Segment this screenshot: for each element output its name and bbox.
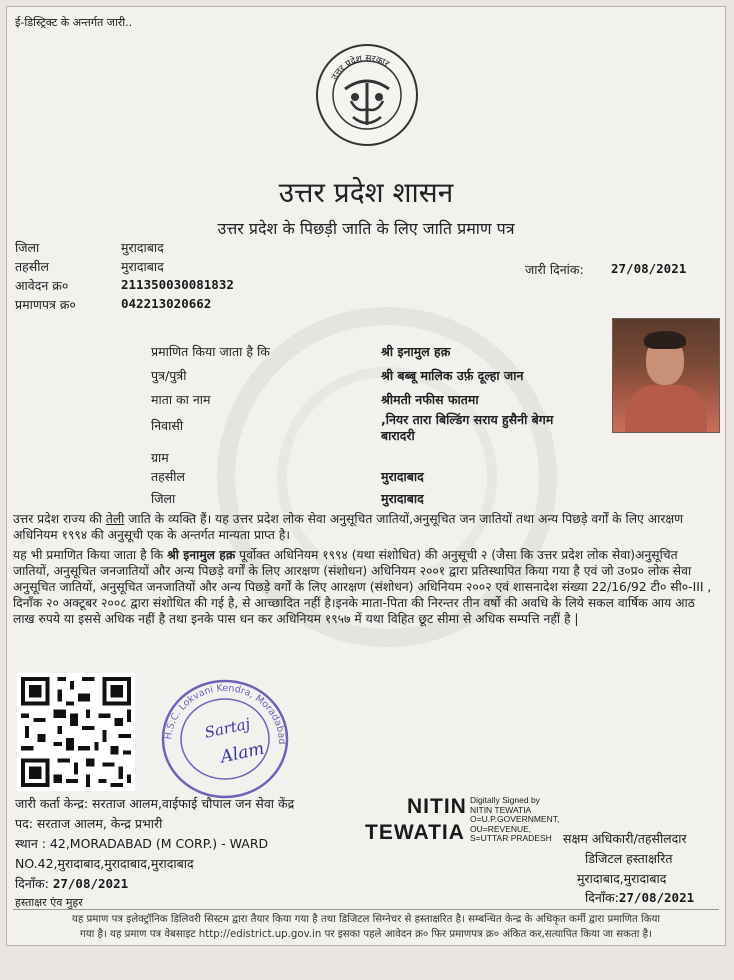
certificate-title: उत्तर प्रदेश शासन [278, 176, 454, 209]
resident-address-line1: ,नियर तारा बिल्डिंग सराय हुसैनी बेगम [381, 412, 554, 427]
issuing-center: जारी कर्ता केन्द्र: सरताज आलम,वाईफाई चौपाल जन सेवा केंद्र [15, 796, 295, 811]
resident-address-line2: बारादरी [381, 428, 415, 443]
footer-note [7, 912, 725, 942]
top-note: ई-डिस्ट्रिक्ट के अन्तर्गत जारी.. [15, 16, 133, 29]
signature-details: Digitally Signed by NITIN TEWATIA O=U.P.GOVERNMENT, OU=REVENUE, S=UTTAR PRADESH [470, 795, 560, 843]
meta-application-label: आवेदन क्र० [15, 278, 69, 293]
mother-name: श्रीमती नफीस फातमा [381, 392, 479, 407]
signature-second: Alam [218, 738, 267, 768]
issuer-date: दिनाँक: 27/08/2021 [15, 876, 129, 891]
meta-application-value: 211350030081832 [121, 277, 234, 292]
certificate-subtitle: उत्तर प्रदेश के पिछड़ी जाति के लिए जाति प्रमाण पत्र [217, 219, 515, 238]
stamp-ring-text: H.S.C. Lokvani Kendra, Moradabad [163, 682, 288, 745]
meta-certificate-value: 042213020662 [121, 296, 212, 311]
details-tehsil-label: तहसील [151, 469, 185, 484]
details-tehsil-value: मुरादाबाद [381, 469, 424, 484]
authority-digital-sign: डिजिटल हस्ताक्षरित [585, 851, 673, 866]
certification-paragraph: यह भी प्रमाणित किया जाता है कि श्री इनामुल हक़ पूर्वोक्त अधिनियम १९९४ (यथा संशोधित) की अनुसूची २ (जैसा कि उत्तर प्रदेश लोक सेवा)अनुसूचित जातियों, अनुसूचित जनजातियों और अन्य पिछड़े वर्गों के लिए आरक्षण (संशोधन) अधिनियम २००१ द्वारा प्रतिस्थापित किया गया है एवं जो उ०प्र० लोक सेवा अनुसूचित जातियों, अनुसूचित जनजातियों और अन्य पिछड़े वर्गों के लिए आरक्षण (संशोधन) अधिनियम २००२ एवं शासनादेश संख्या 22/16/92 टी० सी०-III , दिनाँक २० अक्टूबर २००८ द्वारा संशोधित की गई है, से आच्छादित नहीं है।इनके माता-पिता की निरन्तर तीन वर्षो की अवधि के लिये सकल वार्षिक आय आठ लाख रुपये या इससे अधिक नहीं है तथा इनके पास धन कर अधिनियम १९५७ में यथा विहित छूट सीमा से अधिक सम्पत्ति नहीं है | [13, 548, 712, 626]
meta-issue-date-label: जारी दिनांक: [525, 262, 584, 277]
meta-issue-date-value: 27/08/2021 [611, 261, 687, 276]
footer-line1: यह प्रमाण पत्र इलेक्ट्रॉनिक डिलिवरी सिस्टम द्वारा तैयार किया गया है तथा डिजिटल सिग्नेचर से हस्ताक्षरित है। सम्बन्धित केन्द्र के अधिकृत कर्मी द्वारा प्रमाणित किया [71, 914, 661, 925]
issuer-date-value: 27/08/2021 [52, 876, 129, 891]
village-label: ग्राम [151, 450, 169, 465]
certified-name-inline: श्री इनामुल हक़ [167, 548, 236, 562]
center-rubber-stamp [159, 677, 291, 801]
authority-place: मुरादाबाद,मुरादाबाद [577, 871, 667, 886]
authority-date-value: 27/08/2021 [618, 890, 695, 905]
signer-last-name: TEWATIA [365, 821, 465, 844]
details-district-value: मुरादाबाद [381, 491, 424, 506]
signature-first: Sartaj [203, 714, 252, 742]
meta-certificate-label: प्रमाणपत्र क्र० [15, 297, 76, 312]
footer-line2: गया है। यह प्रमाण पत्र वेबसाइट http://edistrict.up.gov.in पर इसका पहले आवेदन क्र० फिर प्रमाणपत्र क्र० अंकित कर,सत्यापित किया जा सकता है। [80, 929, 652, 940]
certified-label: प्रमाणित किया जाता है कि [151, 344, 270, 359]
mother-label: माता का नाम [151, 392, 211, 407]
issuer-place-line2: NO.42,मुरादाबाद,मुरादाबाद,मुरादाबाद [15, 856, 194, 871]
certificate-page [6, 6, 726, 946]
issuer-place-line1: स्थान : 42,MORADABAD (M CORP.) - WARD [15, 836, 269, 851]
authority-designation: सक्षम अधिकारी/तहसीलदार [563, 831, 687, 846]
parent-name: श्री बब्बू मालिक उर्फ़ दूल्हा जान [381, 368, 524, 383]
sign-and-seal-label: हस्ताक्षर एंव मुहर [15, 896, 83, 909]
parent-label: पुत्र/पुत्री [151, 368, 187, 383]
meta-tehsil-label: तहसील [15, 259, 49, 274]
footer-divider [13, 909, 719, 910]
meta-district-label: जिला [15, 240, 40, 255]
up-government-emblem [315, 43, 419, 147]
meta-district-value: मुरादाबाद [121, 240, 164, 255]
signer-first-name: NITIN [407, 795, 467, 818]
caste-paragraph: उत्तर प्रदेश राज्य की तेली जाति के व्यक्ति हैं। यह उत्तर प्रदेश लोक सेवा अनुसूचित जातियों,अनुसूचित जन जातियों तथा अन्य पिछड़े वर्गों के लिए आरक्षण अधिनियम १९९४ की अनुसूची एक के अन्तर्गत मान्यता प्राप्त है। [13, 512, 684, 542]
meta-tehsil-value: मुरादाबाद [121, 259, 164, 274]
authority-date: दिनाँक:27/08/2021 [585, 890, 695, 905]
qr-code [17, 673, 135, 791]
certified-name: श्री इनामुल हक़ [381, 344, 451, 359]
caste-name: तेली [105, 512, 125, 526]
resident-label: निवासी [151, 418, 184, 433]
issuer-post: पद: सरताज आलम, केन्द्र प्रभारी [15, 816, 163, 831]
applicant-photo [612, 318, 720, 433]
details-district-label: जिला [151, 491, 176, 506]
emblem-ring-text: उत्तर प्रदेश सरकार [330, 53, 391, 82]
